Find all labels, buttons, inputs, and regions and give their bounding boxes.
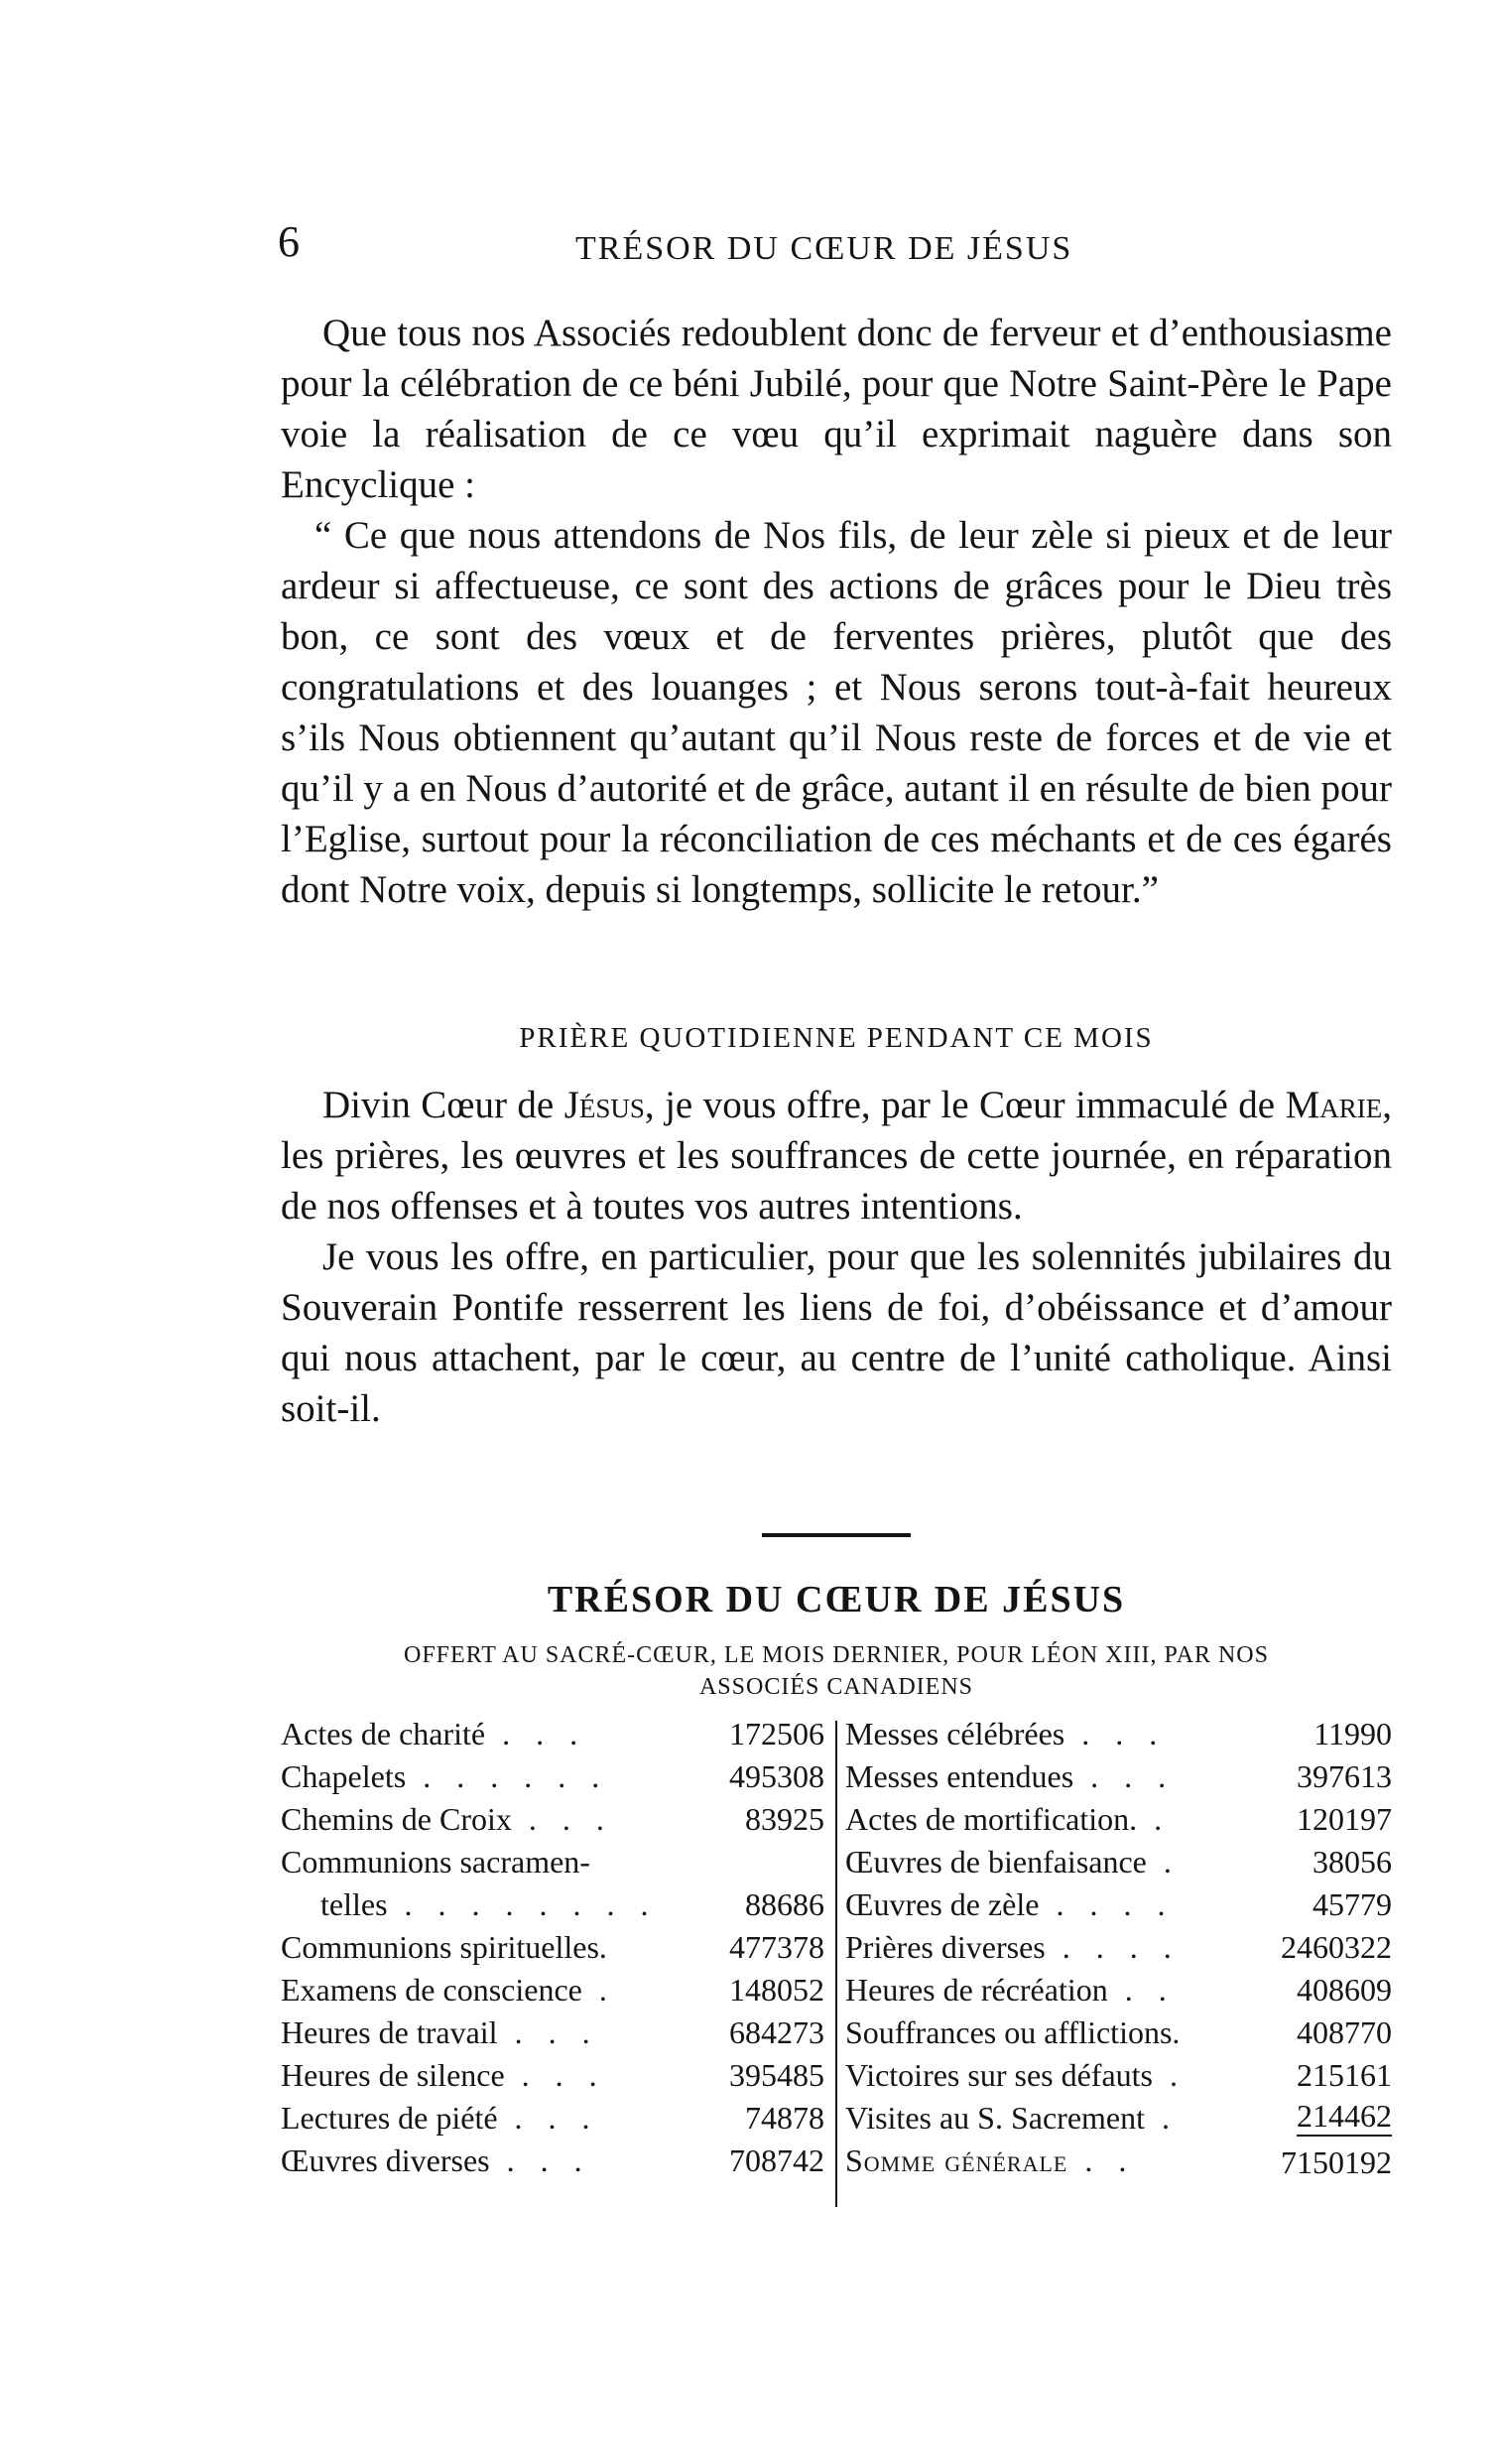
- leader-dots: .: [1145, 2100, 1180, 2136]
- tally-label-text: Prières diverses: [845, 1929, 1046, 1965]
- prayer-text: [281, 1080, 1392, 1434]
- section-divider: [762, 1533, 911, 1537]
- tally-subtitle: [281, 1639, 1392, 1703]
- tally-subtitle-line: OFFERT AU SACRÉ-CŒUR, LE MOIS DERNIER, POUR LÉON XIII, PAR NOS: [404, 1642, 1269, 1668]
- leader-dots: . . . .: [1045, 1929, 1181, 1965]
- tally-value: 495308: [729, 1758, 824, 1794]
- leader-dots: . . . .: [1039, 1886, 1175, 1922]
- tally-value: 11990: [1313, 1716, 1392, 1751]
- tally-label: [845, 2054, 1187, 2097]
- tally-value: 2460322: [1281, 1929, 1392, 1965]
- tally-label: [845, 1713, 1166, 1755]
- tally-label-text: Heures de silence: [281, 2057, 505, 2093]
- tally-value: 74878: [745, 2100, 824, 2136]
- tally-label: [281, 1841, 590, 1883]
- tally-column-right: [845, 1713, 1392, 2182]
- tally-value: 397613: [1297, 1758, 1392, 1794]
- tally-label-text: Somme générale: [845, 2142, 1068, 2178]
- tally-label: [281, 1969, 616, 2011]
- tally-label-text: Œuvres de zèle: [845, 1886, 1040, 1922]
- tally-row: [845, 1713, 1392, 1755]
- tally-label-text: Victoires sur ses défauts: [845, 2057, 1153, 2093]
- tally-row: [281, 2054, 824, 2097]
- tally-value: 215161: [1297, 2057, 1392, 2093]
- prayer-paragraph: Je vous les offre, en particulier, pour que les solennités jubilaires du Souverain Pontife resserrent les liens de foi, d’obéissance et d’amour qui nous attachent, par le cœur, au centre de l’unité catholique. Ainsi soit-il.: [281, 1235, 1392, 1430]
- tally-row: [845, 2011, 1392, 2054]
- leader-dots: . .: [1107, 1972, 1176, 2008]
- tally-label: [845, 2140, 1135, 2182]
- leader-dots: .: [1153, 2057, 1187, 2093]
- tally-label: [281, 1798, 613, 1841]
- tally-row: [281, 1841, 824, 1883]
- leader-dots: .: [581, 1972, 616, 2008]
- tally-label-text: Heures de récréation: [845, 1972, 1108, 2008]
- tally-label-text: Heures de travail: [281, 2014, 498, 2050]
- tally-value: 684273: [729, 2014, 824, 2050]
- tally-row: [845, 2097, 1392, 2140]
- tally-row: [845, 1883, 1392, 1926]
- tally-row: [845, 1798, 1392, 1841]
- tally-row: [281, 1926, 824, 1969]
- tally-label-text: Actes de charité: [281, 1716, 486, 1751]
- tally-value: 88686: [745, 1886, 824, 1922]
- tally-row: [281, 1883, 824, 1926]
- tally-row: [281, 1755, 824, 1798]
- intro-paragraph: Que tous nos Associés redoublent donc de ferveur et d’enthousiasme pour la célébration de ce béni Jubilé, pour que Notre Saint-Père le Pape voie la réalisation de ce vœu qu’il exprimait naguère dans son Encyclique :: [281, 312, 1392, 506]
- tally-row: [281, 1713, 824, 1755]
- prayer-heading: PRIÈRE QUOTIDIENNE PENDANT CE MOIS: [519, 1022, 1154, 1054]
- column-divider: [835, 1721, 837, 2207]
- name-jesus: Jésus: [563, 1084, 645, 1126]
- tally-value: 7150192: [1281, 2144, 1392, 2180]
- page-number: 6: [278, 217, 300, 266]
- tally-value: 214462: [1297, 2097, 1392, 2137]
- tally-value: 408609: [1297, 1972, 1392, 2008]
- tally-row: [845, 1755, 1392, 1798]
- tally-label: [281, 1713, 586, 1755]
- tally-label: [845, 1883, 1174, 1926]
- tally-row: [845, 2054, 1392, 2097]
- tally-label: [845, 1755, 1175, 1798]
- leader-dots: . . .: [497, 2014, 599, 2050]
- tally-label-text: Communions sacramen-: [281, 1844, 590, 1880]
- tally-label: [845, 1841, 1181, 1883]
- tally-value: 408770: [1297, 2014, 1392, 2050]
- tally-value: 395485: [729, 2057, 824, 2093]
- tally-label-text: Souffrances ou afflictions.: [845, 2014, 1181, 2050]
- tally-row: [845, 1969, 1392, 2011]
- tally-value: 708742: [729, 2142, 824, 2178]
- leader-dots: . . .: [489, 2142, 591, 2178]
- tally-label: [845, 2011, 1180, 2054]
- leader-dots: . . .: [1064, 1716, 1167, 1751]
- leader-dots: . . .: [504, 2057, 606, 2093]
- tally-label: [281, 2140, 591, 2182]
- tally-label: [281, 1926, 607, 1969]
- tally-label-text: telles: [320, 1886, 388, 1922]
- tally-label: [281, 1755, 608, 1798]
- leader-dots: . . .: [511, 1801, 613, 1837]
- tally-label: [845, 1926, 1181, 1969]
- tally-value: 120197: [1297, 1801, 1392, 1837]
- tally-row: [281, 1798, 824, 1841]
- tally-label-text: Œuvres de bienfaisance: [845, 1844, 1147, 1880]
- prayer-text-part: , les prières, les œuvres et les souffrances de cette journée, en réparation de nos offenses et à toutes vos autres intentions.: [281, 1084, 1392, 1228]
- encyclical-quote: “ Ce que nous attendons de Nos fils, de leur zèle si pieux et de leur ardeur si affectueuse, ce sont des actions de grâces pour le Dieu très bon, ce sont des vœux et de ferventes prières, plutôt que des congratulations et des louanges ; et Nous serons tout-à-fait heureux s’ils Nous obtiennent qu’autant qu’il Nous reste de forces et de vie et qu’il y a en Nous d’autorité et de grâce, autant il en résulte de bien pour l’Eglise, surtout pour la réconciliation de ces méchants et de ces égarés dont Notre voix, depuis si longtemps, sollicite le retour.”: [281, 514, 1392, 911]
- tally-row: [845, 1841, 1392, 1883]
- tally-title: TRÉSOR DU CŒUR DE JÉSUS: [547, 1579, 1126, 1621]
- tally-label: [320, 1883, 658, 1926]
- prayer-paragraph: [281, 1080, 1392, 1232]
- leader-dots: . . . . . .: [406, 1758, 609, 1794]
- tally-row: [281, 2097, 824, 2140]
- leader-dots: . . . . . . . .: [387, 1886, 658, 1922]
- tally-label-text: Messes célébrées: [845, 1716, 1065, 1751]
- tally-value: 172506: [729, 1716, 824, 1751]
- tally-label-text: Examens de conscience: [281, 1972, 582, 2008]
- name-marie: Marie: [1285, 1084, 1383, 1126]
- leader-dots: . .: [1067, 2142, 1136, 2178]
- tally-subtitle-line: ASSOCIÉS CANADIENS: [698, 1674, 974, 1700]
- tally-label: [845, 1798, 1171, 1841]
- tally-value: 45779: [1312, 1886, 1392, 1922]
- tally-column-left: [281, 1713, 824, 2182]
- prayer-text-part: , je vous offre, par le Cœur immaculé de: [644, 1084, 1286, 1126]
- prayer-text-part: Divin Cœur de: [322, 1084, 564, 1126]
- tally-row: [281, 2140, 824, 2182]
- tally-row: [845, 1926, 1392, 1969]
- tally-label: [281, 2011, 599, 2054]
- tally-label-text: Chemins de Croix: [281, 1801, 512, 1837]
- tally-row: [281, 2011, 824, 2054]
- tally-row: [845, 2140, 1392, 2182]
- tally-value: 38056: [1312, 1844, 1392, 1880]
- leader-dots: .: [1137, 1801, 1172, 1837]
- tally-label-text: Lectures de piété: [281, 2100, 498, 2136]
- tally-label: [845, 2097, 1179, 2140]
- tally-label-text: Chapelets: [281, 1758, 407, 1794]
- leader-dots: . . .: [497, 2100, 599, 2136]
- tally-value: 148052: [729, 1972, 824, 2008]
- tally-value: 477378: [729, 1929, 824, 1965]
- tally-label: [281, 2097, 599, 2140]
- tally-label-text: Visites au S. Sacrement: [845, 2100, 1146, 2136]
- tally-row: [281, 1969, 824, 2011]
- intro-text: [281, 308, 1392, 915]
- tally-label-text: Œuvres diverses: [281, 2142, 490, 2178]
- running-head: TRÉSOR DU CŒUR DE JÉSUS: [575, 230, 1073, 267]
- tally-value: 83925: [745, 1801, 824, 1837]
- tally-label-text: Actes de mortification.: [845, 1801, 1138, 1837]
- tally-label-text: Messes entendues: [845, 1758, 1074, 1794]
- leader-dots: . . .: [485, 1716, 587, 1751]
- tally-label: [845, 1969, 1176, 2011]
- leader-dots: . . .: [1073, 1758, 1176, 1794]
- leader-dots: .: [1146, 1844, 1181, 1880]
- tally-label: [281, 2054, 606, 2097]
- tally-label-text: Communions spirituelles.: [281, 1929, 607, 1965]
